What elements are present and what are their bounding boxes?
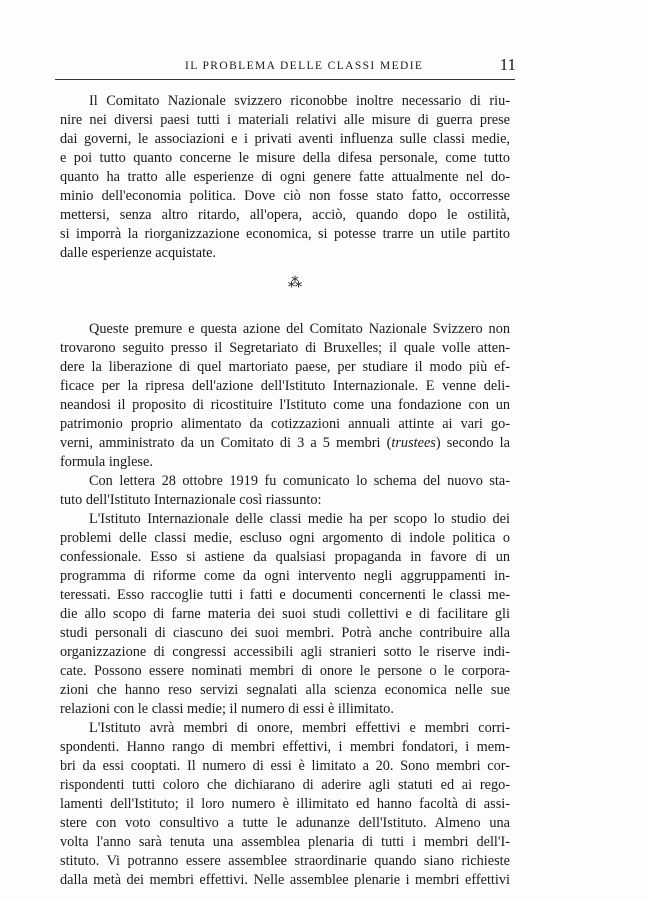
paragraph-5 [60,719,510,890]
section-break [60,263,510,320]
text-line: nire nei diversi paesi tutti i materiali relativi alle misure di guerra prese [60,112,510,128]
text-line: L'Istituto avrà membri di onore, membri effettivi e membri corri- [89,720,510,736]
text-line: zioni che hanno reso servizi segnalati alla scienza economica nelle sue [60,682,510,698]
body-text [60,92,510,890]
text-line: die allo scopo di farne materia dei suoi studi collettivi e di facilitare gli [60,606,510,622]
text-line: volta l'anno sarà tenuta una assemblea plenaria di tutti i membri dell'I- [60,834,510,850]
text-line: si imporrà la riorganizzazione economica, si potesse trarre un utile partito [60,226,510,242]
text-line: dalla metà dei membri effettivi. Nelle assemblee plenarie i membri effettivi [60,872,510,888]
text-line: bri da essi cooptati. Il numero di essi è limitato a 20. Sono membri cor- [60,758,510,774]
text-line: programma di riforme come da ogni intervento negli aggruppamenti in- [60,568,510,584]
text-line: stituto. Vi potranno essere assemblee straordinarie quando siano richieste [60,853,510,869]
text-line: Queste premure e questa azione del Comitato Nazionale Svizzero non [89,321,510,337]
asterism: ⁂ [288,276,302,291]
text-line: ficace per la ripresa dell'azione dell'Istituto Internazionale. E venne deli- [60,378,510,394]
paragraph-4 [60,510,510,719]
text-line: minio dell'economia politica. Dove ciò non fosse stato fatto, occorresse [60,188,510,204]
page-number: 11 [499,55,516,74]
text-line: e poi tutto quanto concerne le misure della difesa personale, come tutto [60,150,510,166]
text-line: dai governi, le associazioni e i privati aventi influenza sulle classi medie, [60,131,510,147]
text-line: teressati. Esso raccoglie tutti i fatti e documenti concernenti le classi me- [60,587,510,603]
text-line: stere con voto consultivo a tutte le adunanze dell'Istituto. Almeno una [60,815,510,831]
text-line: Con lettera 28 ottobre 1919 fu comunicato lo schema del nuovo sta- [89,473,510,489]
text-line: Il Comitato Nazionale svizzero riconobbe inoltre necessario di riu- [89,93,510,109]
text-line: relazioni con le classi medie; il numero di essi è illimitato. [60,701,394,717]
header-rule [55,79,515,80]
text-line: trovarono seguito presso il Segretariato di Bruxelles; il quale volle atten- [60,340,510,356]
text-line: L'Istituto Internazionale delle classi medie ha per scopo lo studio dei [89,511,510,527]
text-line: organizzazione di congressi accessibili agli stranieri sotto le riserve indi- [60,644,510,660]
text-line: tuto dell'Istituto Internazionale così riassunto: [60,492,322,508]
text-line: lamenti dell'Istituto; il loro numero è illimitato ed hanno facoltà di assi- [60,796,510,812]
paragraph-2 [60,320,510,472]
paragraph-3 [60,472,510,510]
text-line: studi personali di ciascuno dei suoi membri. Potrà anche contribuire alla [60,625,510,641]
paragraph-1 [60,92,510,263]
text-line: patrimonio proprio alimentato da cotizzazioni annuali attinte ai vari go- [60,416,510,432]
page-header [55,55,516,80]
text-line: neandosi il proposito di ricostituire l'Istituto come una fondazione con un [60,397,510,413]
text-line: formula inglese. [60,454,153,470]
text-line: dalle esperienze acquistate. [60,245,216,261]
text-line: rispondenti tutti coloro che dichiarano di aderire agli statuti ed ai rego- [60,777,510,793]
text-line: spondenti. Hanno rango di membri effettivi, i membri fondatori, i mem- [60,739,510,755]
text-line: cate. Possono essere nominati membri di onore le persone o le corpora- [60,663,510,679]
text-line: mettersi, senza altro ritardo, all'opera, acciò, quando dopo le ostilità, [60,207,510,223]
text-line: dere la liberazione di quel martoriato paese, per studiare il modo più ef- [60,359,510,375]
text-line: problemi delle classi medie, escluso ogni argomento di indole politica o [60,530,510,546]
text-line: confessionale. Esso si astiene da qualsiasi propaganda in favore di un [60,549,510,565]
text-line: quanto ha tratto alle esperienze di ogni genere fatte attualmente nel do- [60,169,510,185]
running-head: IL PROBLEMA DELLE CLASSI MEDIE [185,60,424,72]
text-line: verni, amministrato da un Comitato di 3 a 5 membri (trustees) secondo la [60,435,511,451]
